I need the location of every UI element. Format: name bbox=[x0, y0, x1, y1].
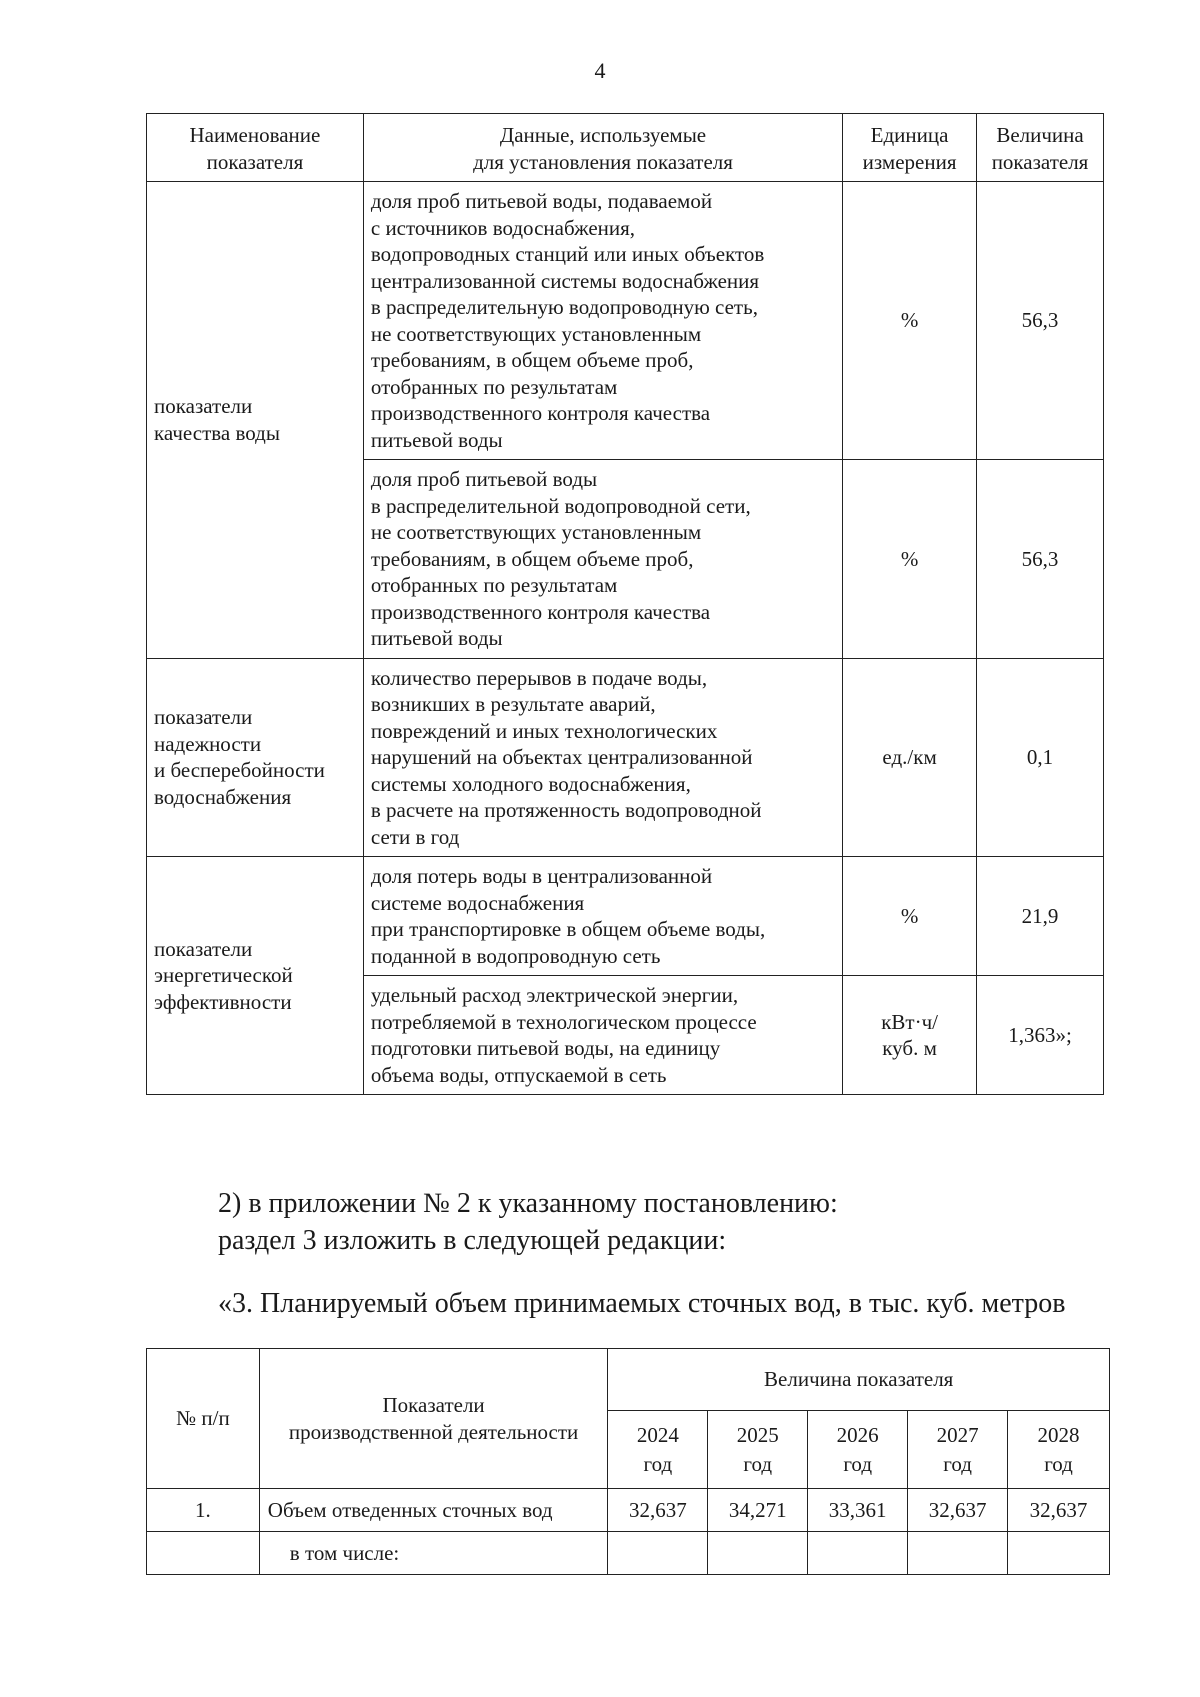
text-line: доля проб питьевой воды, подаваемой bbox=[370, 189, 713, 213]
page-number: 4 bbox=[594, 58, 606, 83]
text-line: потребляемой в технологическом процессе bbox=[370, 1009, 757, 1034]
text-line: и бесперебойности bbox=[154, 758, 325, 783]
text-line: отобранных по результатам bbox=[370, 374, 618, 399]
row-num-cell: 1. bbox=[147, 1489, 260, 1532]
header-indicator bbox=[259, 1349, 608, 1489]
table-row bbox=[147, 1489, 1110, 1532]
unit-cell bbox=[843, 658, 977, 857]
row-value-cell bbox=[908, 1532, 1008, 1575]
text-line: повреждений и иных технологических bbox=[370, 718, 718, 743]
text-line: год bbox=[843, 1451, 873, 1476]
table-row bbox=[147, 658, 1104, 857]
header-value bbox=[977, 114, 1104, 182]
unit-cell bbox=[843, 857, 977, 976]
value-cell: 1,363»; bbox=[977, 976, 1104, 1095]
text-line: в распределительную водопроводную сеть, bbox=[370, 295, 758, 319]
row-num-cell bbox=[147, 1532, 260, 1575]
text-line: производственного контроля качества bbox=[370, 599, 711, 624]
text-line: Единица bbox=[870, 123, 949, 147]
text-line: качества воды bbox=[154, 420, 280, 445]
text-line: в распределительной водопроводной сети, bbox=[370, 493, 751, 518]
text-line: эффективности bbox=[154, 989, 292, 1014]
unit-cell bbox=[843, 976, 977, 1095]
text-line: энергетической bbox=[154, 963, 293, 988]
text-line: удельный расход электрической энергии, bbox=[370, 983, 739, 1007]
text-line: требованиям, в общем объеме проб, bbox=[370, 546, 694, 571]
unit-cell bbox=[843, 460, 977, 659]
header-year-2025 bbox=[708, 1411, 808, 1489]
indicator-name-cell bbox=[147, 182, 364, 659]
section-title: «3. Планируемый объем принимаемых сточных вод, в тыс. куб. метров bbox=[218, 1288, 1066, 1319]
header-year-2026 bbox=[808, 1411, 908, 1489]
text-line: сети в год bbox=[370, 824, 460, 849]
text-line: Показатели bbox=[382, 1393, 485, 1417]
paragraph-appendix: 2) в приложении № 2 к указанному постановлению: bbox=[218, 1188, 838, 1219]
text-line: доля проб питьевой воды bbox=[370, 467, 598, 491]
header-name bbox=[147, 114, 364, 182]
text-line: 2028 bbox=[1037, 1422, 1080, 1447]
row-value-cell: 32,637 bbox=[608, 1489, 708, 1532]
table-row bbox=[147, 857, 1104, 976]
value-cell: 56,3 bbox=[977, 182, 1104, 460]
unit-cell bbox=[843, 182, 977, 460]
text-line: доля потерь воды в централизованной bbox=[370, 864, 713, 888]
text-line: не соответствующих установленным bbox=[370, 321, 702, 346]
header-value-group: Величина показателя bbox=[608, 1349, 1110, 1411]
text-line: ед./км bbox=[882, 745, 937, 769]
text-line: требованиям, в общем объеме проб, bbox=[370, 348, 694, 372]
text-line: измерения bbox=[862, 149, 957, 174]
indicator-data-cell bbox=[363, 658, 842, 857]
text-line: возникших в результате аварий, bbox=[370, 692, 656, 716]
paragraph-section: раздел 3 изложить в следующей редакции: bbox=[218, 1225, 727, 1256]
indicator-name-cell bbox=[147, 658, 364, 857]
wastewater-volume-table bbox=[146, 1348, 1110, 1575]
indicator-name-cell bbox=[147, 857, 364, 1095]
text-line: для установления показателя bbox=[473, 149, 733, 174]
value-cell: 0,1 bbox=[977, 658, 1104, 857]
text-line: кВт·ч/ bbox=[881, 1009, 938, 1034]
header-year-2024 bbox=[608, 1411, 708, 1489]
text-line: Данные, используемые bbox=[499, 123, 707, 147]
text-line: количество перерывов в подаче воды, bbox=[370, 665, 708, 690]
table-row bbox=[147, 1532, 1110, 1575]
indicator-data-cell bbox=[363, 460, 842, 659]
table-row bbox=[147, 182, 1104, 460]
text-line: показатели bbox=[154, 936, 253, 961]
text-line: в расчете на протяженность водопроводной bbox=[370, 798, 762, 822]
header-num: № п/п bbox=[147, 1349, 260, 1489]
row-value-cell bbox=[608, 1532, 708, 1575]
value-cell: 56,3 bbox=[977, 460, 1104, 659]
row-value-cell bbox=[1008, 1532, 1110, 1575]
row-value-cell bbox=[708, 1532, 808, 1575]
text-line: нарушений на объектах централизованной bbox=[370, 745, 753, 769]
text-line: водопроводных станций или иных объектов bbox=[370, 242, 765, 266]
row-value-cell: 32,637 bbox=[908, 1489, 1008, 1532]
text-line: надежности bbox=[154, 731, 262, 756]
text-line: отобранных по результатам bbox=[370, 573, 618, 597]
text-line: при транспортировке в общем объеме воды, bbox=[370, 917, 766, 941]
row-label-cell: Объем отведенных сточных вод bbox=[259, 1489, 608, 1532]
text-line: показателя bbox=[991, 149, 1089, 174]
text-line: производственного контроля качества bbox=[370, 401, 711, 425]
header-unit bbox=[843, 114, 977, 182]
header-year-2028 bbox=[1008, 1411, 1110, 1489]
text-line: поданной в водопроводную сеть bbox=[370, 943, 661, 968]
row-value-cell: 32,637 bbox=[1008, 1489, 1110, 1532]
table-header-row bbox=[147, 114, 1104, 182]
text-line: 2024 bbox=[636, 1422, 679, 1447]
row-value-cell bbox=[808, 1532, 908, 1575]
text-line: год bbox=[643, 1451, 673, 1476]
text-line: Величина bbox=[996, 123, 1084, 147]
text-line: с источников водоснабжения, bbox=[370, 215, 636, 240]
text-line: год bbox=[943, 1451, 972, 1476]
text-line: показатели bbox=[154, 394, 253, 419]
text-line: централизованной системы водоснабжения bbox=[370, 268, 760, 293]
text-line: не соответствующих установленным bbox=[370, 520, 702, 544]
text-line: производственной деятельности bbox=[288, 1419, 579, 1444]
text-line: 2026 bbox=[836, 1422, 879, 1447]
text-line: питьевой воды bbox=[370, 427, 503, 452]
text-line: питьевой воды bbox=[370, 626, 503, 650]
indicator-data-cell bbox=[363, 976, 842, 1095]
text-line: % bbox=[900, 903, 919, 928]
indicator-data-cell bbox=[363, 857, 842, 976]
text-line: подготовки питьевой воды, на единицу bbox=[370, 1036, 721, 1060]
text-line: объема воды, отпускаемой в сеть bbox=[370, 1062, 667, 1087]
header-data bbox=[363, 114, 842, 182]
row-label-cell: в том числе: bbox=[259, 1532, 608, 1575]
text-line: показатели bbox=[154, 705, 253, 730]
text-line: 2027 bbox=[936, 1422, 979, 1447]
indicator-data-cell bbox=[363, 182, 842, 460]
text-line: Наименование bbox=[189, 123, 321, 147]
text-line: системы холодного водоснабжения, bbox=[370, 771, 691, 796]
text-line: % bbox=[900, 308, 919, 333]
text-line: год bbox=[743, 1451, 773, 1476]
text-line: водоснабжения bbox=[154, 784, 292, 809]
text-line: 2025 bbox=[736, 1422, 779, 1447]
text-line: % bbox=[900, 546, 919, 571]
row-value-cell: 33,361 bbox=[808, 1489, 908, 1532]
quality-indicators-table bbox=[146, 113, 1104, 1095]
row-value-cell: 34,271 bbox=[708, 1489, 808, 1532]
text-line: куб. м bbox=[882, 1036, 937, 1060]
value-cell: 21,9 bbox=[977, 857, 1104, 976]
header-year-2027 bbox=[908, 1411, 1008, 1489]
text-line: показателя bbox=[206, 149, 304, 174]
text-line: год bbox=[1044, 1451, 1073, 1476]
text-line: системе водоснабжения bbox=[370, 890, 585, 915]
